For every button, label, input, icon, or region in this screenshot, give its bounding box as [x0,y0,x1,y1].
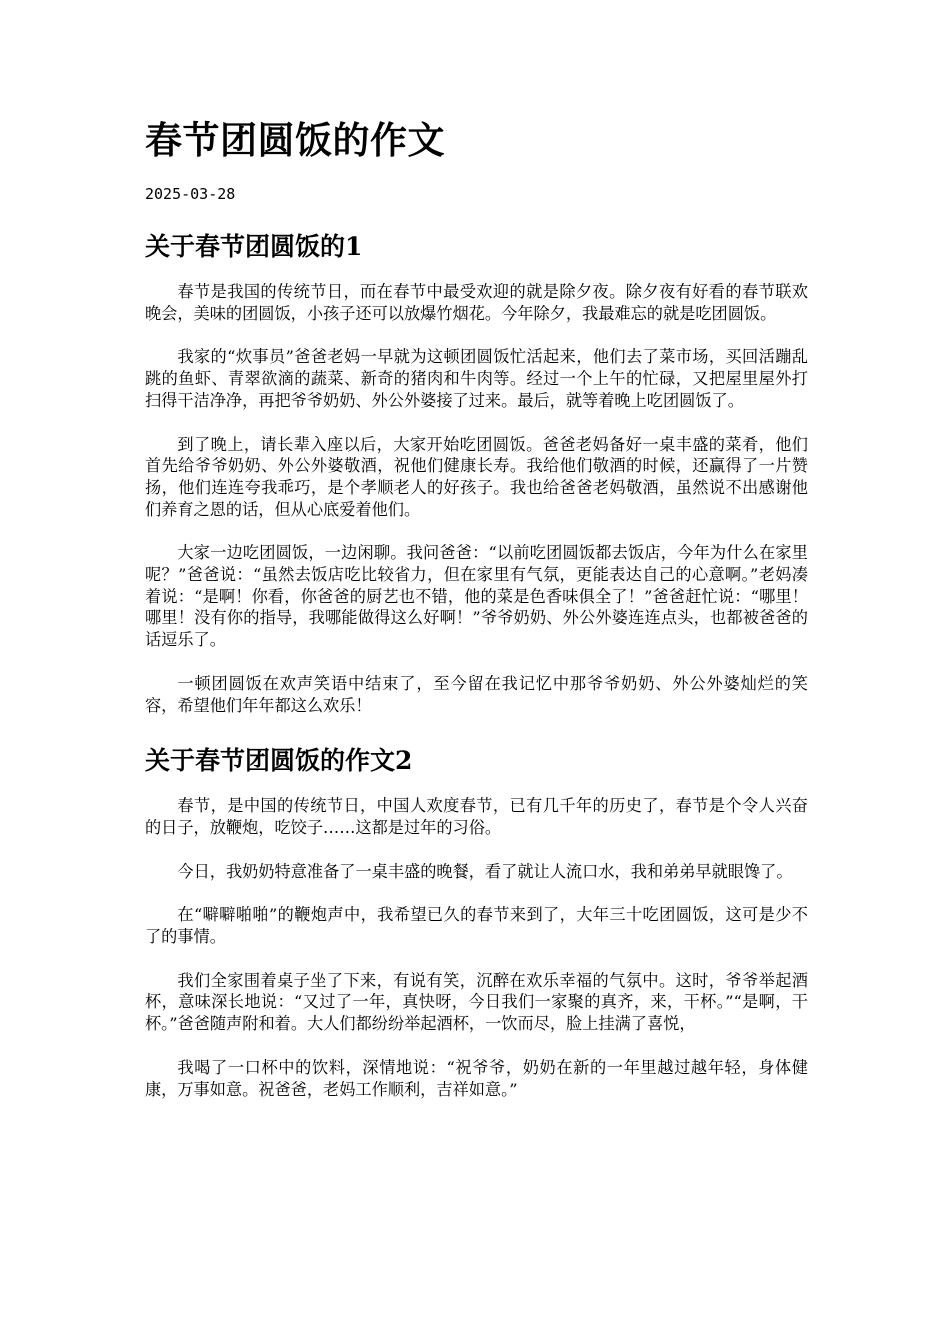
section-heading-1: 关于春节团圆饭的1 [145,232,363,261]
paragraph: 一顿团圆饭在欢声笑语中结束了，至今留在我记忆中那爷爷奶奶、外公外婆灿烂的笑容，希望他们年年都这么欢乐！ [145,673,808,715]
paragraph: 春节是我国的传统节日，而在春节中最受欢迎的就是除夕夜。除夕夜有好看的春节联欢晚会，美味的团圆饭，小孩子还可以放爆竹烟花。今年除夕，我最难忘的就是吃团圆饭。 [145,282,808,323]
paragraph: 春节，是中国的传统节日，中国人欢度春节，已有几千年的历史了，春节是个令人兴奋的日子，放鞭炮，吃饺子……这都是过年的习俗。 [145,796,808,837]
paragraph: 我们全家围着桌子坐了下来，有说有笑，沉醉在欢乐幸福的气氛中。这时，爷爷举起酒杯，意味深长地说：“又过了一年，真快呀，今日我们一家聚的真齐，来，干杯。”“是啊，干杯。”爸爸随声附和着。大人们都纷纷举起酒杯，一饮而尽，脸上挂满了喜悦， [145,970,808,1034]
paragraph: 大家一边吃团圆饭，一边闲聊。我问爸爸：“以前吃团圆饭都去饭店，今年为什么在家里呢？”爸爸说：“虽然去饭店吃比较省力，但在家里有气氛，更能表达自己的心意啊。”老妈凑着说：“是啊！你看，你爸爸的厨艺也不错，他的菜是色香味俱全了！”爸爸赶忙说：“哪里！哪里！没有你的指导，我哪能做得这么好啊！”爷爷奶奶、外公外婆连连点头，也都被爸爸的话逗乐了。 [145,543,808,650]
document-date: 2025-03-28 [145,185,236,203]
paragraph: 到了晚上，请长辈入座以后，大家开始吃团圆饭。爸爸老妈备好一桌丰盛的菜肴，他们首先给爷爷奶奶、外公外婆敬酒，祝他们健康长寿。我给他们敬酒的时候，还赢得了一片赞扬，他们连连夸我乖巧，是个孝顺老人的好孩子。我也给爸爸老妈敬酒，虽然说不出感谢他们养育之恩的话，但从心底爱着他们。 [145,434,808,519]
document-page [145,112,808,1100]
document-title: 春节团圆饭的作文 [145,118,445,162]
section-heading-2: 关于春节团圆饭的作文2 [145,746,413,776]
paragraph: 我喝了一口杯中的饮料，深情地说：“祝爷爷，奶奶在新的一年里越过越年轻，身体健康，万事如意。祝爸爸，老妈工作顺利，吉祥如意。” [145,1057,808,1099]
paragraph: 在“噼噼啪啪”的鞭炮声中，我希望已久的春节来到了，大年三十吃团圆饭，这可是少不了的事情。 [145,905,808,947]
paragraph: 今日，我奶奶特意准备了一桌丰盛的晚餐，看了就让人流口水，我和弟弟早就眼馋了。 [177,861,793,881]
paragraph: 我家的“炊事员”爸爸老妈一早就为这顿团圆饭忙活起来，他们去了菜市场，买回活蹦乱跳的鱼虾、青翠欲滴的蔬菜、新奇的猪肉和牛肉等。经过一个上午的忙碌，又把屋里屋外打扫得干洁净净，再把爷爷奶奶、外公外婆接了过来。最后，就等着晚上吃团圆饭了。 [145,347,808,410]
